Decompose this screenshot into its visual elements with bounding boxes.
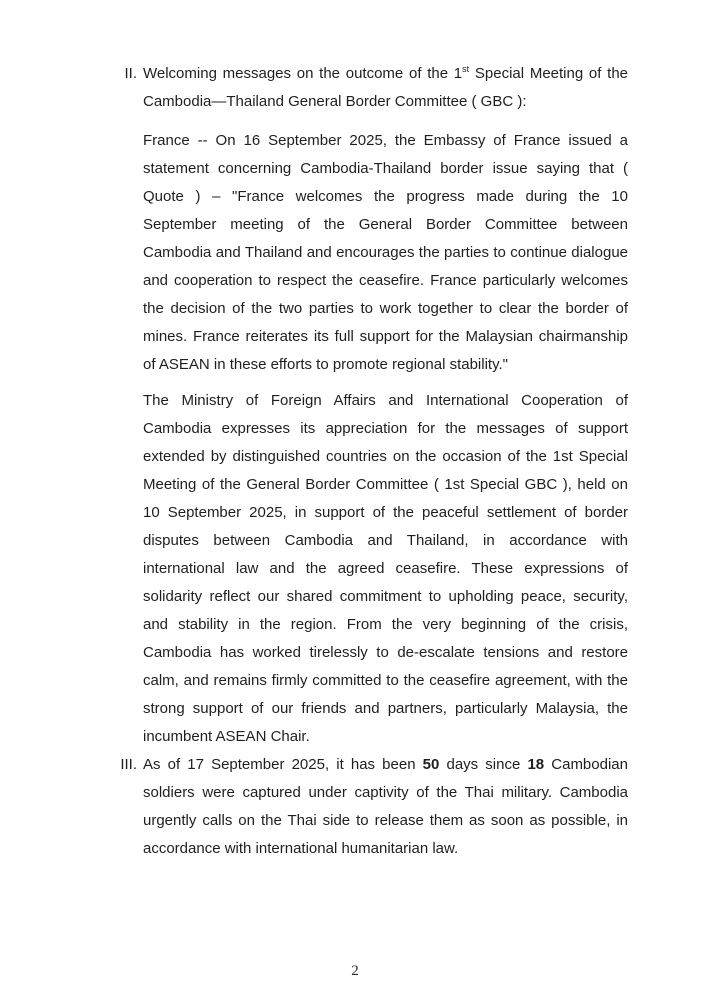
soldiers-count: 18 <box>527 756 545 773</box>
days-count: 50 <box>422 756 440 773</box>
section-iii-marker: III. <box>120 756 137 773</box>
paragraph-france-statement: France -- On 16 September 2025, the Embassy of France issued a statement concerning Cambodia-Thailand border issue saying that ( Quote ) – "France welcomes the progress made during the 10 September meeting of the General Border Committee between Cambodia and Thailand and encourages the parties to continue dialogue and cooperation to respect the ceasefire. France particularly welcomes the decision of the two parties to work together to clear the border of mines. France reiterates its full support for the Malaysian chairmanship of ASEAN in these efforts to promote regional stability." <box>143 132 628 373</box>
paragraph-ministry-statement: The Ministry of Foreign Affairs and International Cooperation of Cambodia expresses its appreciation for the messages of support extended by distinguished countries on the occasion of the 1st Special Meeting of the General Border Committee ( 1st Special GBC ), held on 10 September 2025, in support of the peaceful settlement of border disputes between Cambodia and Thailand, in accordance with international law and the agreed ceasefire. These expressions of solidarity reflect our shared commitment to upholding peace, security, and stability in the region. From the very beginning of the crisis, Cambodia has worked tirelessly to de-escalate tensions and restore calm, and remains firmly committed to the ceasefire agreement, with the strong support of our friends and partners, particularly Malaysia, the incumbent ASEAN Chair. <box>143 392 628 745</box>
section-ii <box>124 60 629 751</box>
ordinal-superscript: st <box>462 64 470 74</box>
section-ii-heading <box>143 60 628 116</box>
paragraph-soldiers <box>143 751 628 863</box>
section-ii-heading-post: Special Meeting of the Cambodia—Thailand General Border Committee ( GBC ): <box>143 65 629 110</box>
document-content <box>120 60 629 863</box>
soldiers-text-part2: days since <box>439 756 528 773</box>
soldiers-text-part3: Cambodian soldiers were captured under captivity of the Thai military. Cambodia urgently calls on the Thai side to release them as soon as possible, in accordance with international humanitarian law. <box>143 756 628 857</box>
section-ii-marker: II. <box>124 65 137 82</box>
page-number: 2 <box>351 963 359 979</box>
section-ii-heading-pre: Welcoming messages on the outcome of the 1 <box>143 65 463 82</box>
soldiers-text-part1: As of 17 September 2025, it has been <box>143 756 423 773</box>
section-iii <box>120 751 628 863</box>
